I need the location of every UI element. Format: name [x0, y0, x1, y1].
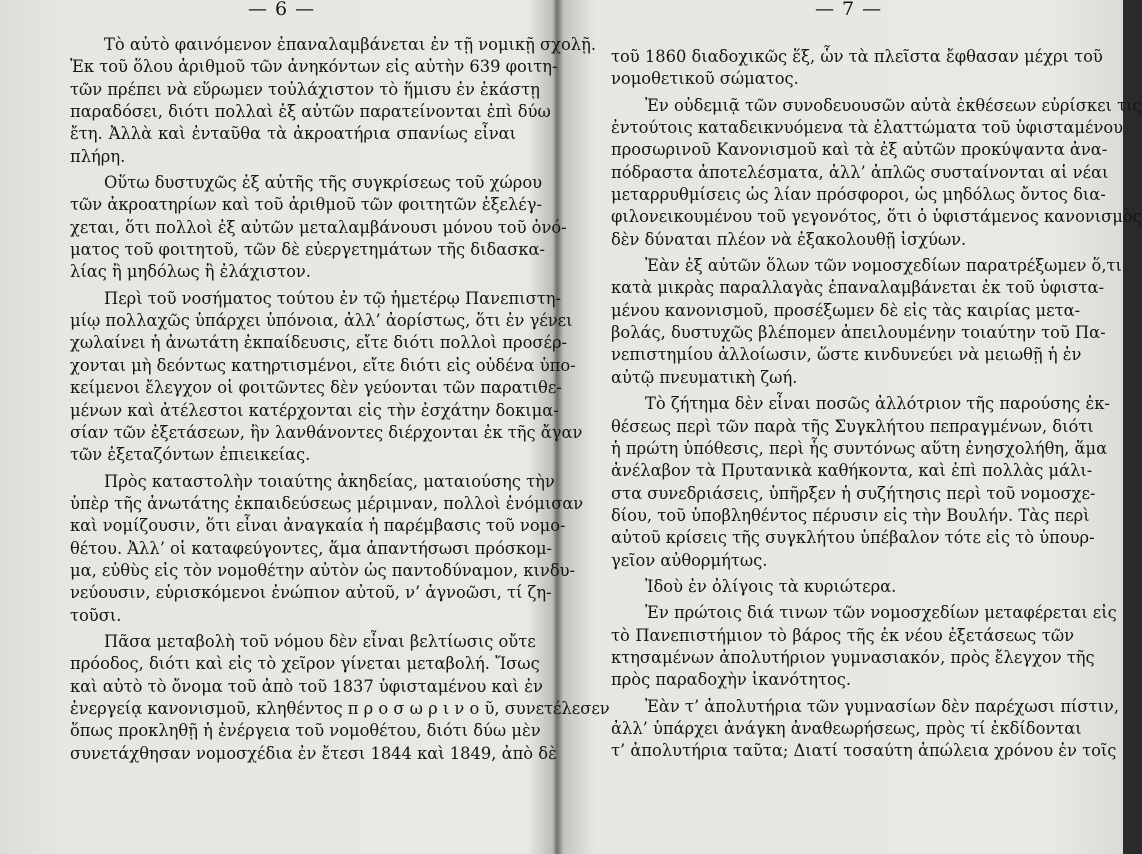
text-line: πόδραστα ἀποτελέσματα, ἀλλ’ ἁπλῶς συσταίνονται αἱ νέαι	[611, 162, 1109, 182]
text-line: Ἐὰν τ’ ἀπολυτήρια τῶν γυμνασίων δὲν παρέχωσι πίστιν,	[645, 696, 1120, 716]
text-line: μίῳ πολλαχῶς ὑπάρχει ὑπόνοια, ἀλλ’ ἀορίστως, ὅτι ἐν γένει	[70, 311, 573, 331]
text-line: νεπιστημίου ἀλλοίωσιν, ὥστε κινδυνεύει νὰ μειωθῇ ἡ ἐν	[611, 345, 1082, 365]
text-line: τῶν ἐξεταζόντων ἐπιεικείας.	[70, 445, 311, 465]
text-line: τῶν πρέπει νὰ εὕρωμεν τοὐλάχιστον τὸ ἥμισυ ἐν ἑκάστῃ	[70, 79, 540, 99]
page-text	[70, 34, 610, 765]
text-line: αὐτῷ πνευματικὴ ζωή.	[611, 367, 798, 387]
text-line: θέτου. Ἀλλ’ οἱ καταφεύγοντες, ἅμα ἀπαντήσωσι πρόσκομ-	[70, 538, 553, 558]
text-line: ἔτη. Ἀλλὰ καὶ ἐνταῦθα τὰ ἀκροατήρια σπανίως εἶναι	[70, 124, 516, 144]
text-line: παραδόσει, διότι πολλαὶ ἐξ αὐτῶν παρατείνονται ἐπὶ δύω	[70, 102, 551, 122]
text-line: Οὕτω δυστυχῶς ἐξ αὐτῆς τῆς συγκρίσεως τοῦ χώρου	[104, 173, 543, 193]
text-line: κατὰ μικρὰς παραλλαγὰς ἐπαναλαμβάνεται ἐκ τοῦ ὑφιστα-	[611, 278, 1105, 298]
text-line: Ἐν οὐδεμιᾷ τῶν συνοδευουσῶν αὐτὰ ἐκθέσεων εὑρίσκει τις	[645, 95, 1142, 115]
text-line: ματος τοῦ φοιτητοῦ, τῶν δὲ εὐεργετημάτων τῆς διδασκα-	[70, 240, 546, 260]
text-line: κτησαμένων ἀπολυτήριον γυμνασιακόν, πρὸς ἔλεγχον τῆς	[611, 647, 1095, 667]
text-line: πρὸς παραδοχὴν ἱκανότητος.	[611, 670, 852, 690]
text-line: ἀλλ’ ὑπάρχει ἀνάγκη ἀναθεωρήσεως, πρὸς τί ἐκδίδονται	[611, 718, 1082, 738]
text-line: χονται μὴ δεόντως κατηρτισμένοι, εἴτε διότι εἰς οὐδένα ὑπο-	[70, 355, 576, 375]
text-line: ἡ πρώτη ὑπόθεσις, περὶ ἧς συντόνως αὕτη ἐνησχολήθη, ἅμα	[611, 438, 1108, 458]
text-line: ἐντούτοις καταδεικνυόμενα τὰ ἐλαττώματα τοῦ ὑφισταμένου	[611, 118, 1124, 138]
text-line: θέσεως περὶ τῶν παρὰ τῆς Συγκλήτου πεπραγμένων, διότι	[611, 416, 1094, 436]
text-line: φιλονεικουμένου τοῦ γεγονότος, ὅτι ὁ ὑφιστάμενος κανονισμὸς	[611, 207, 1142, 227]
text-line: καὶ αὐτὸ τὸ ὄνομα τοῦ ἀπὸ τοῦ 1837 ὑφισταμένου καὶ ἐν	[70, 676, 543, 696]
text-line: Τὸ ζήτημα δὲν εἶναι ποσῶς ἀλλότριον τῆς παρούσης ἐκ-	[645, 394, 1110, 414]
text-line: μα, εὐθὺς εἰς τὸν νομοθέτην αὐτὸν ὡς παντοδύναμον, κινδυ-	[70, 560, 576, 580]
text-line: νεύουσιν, εὑρισκόμενοι ἐνώπιον αὐτοῦ, ν’ ἀγνοῶσι, τί ζη-	[70, 583, 552, 603]
text-line: ὅπως προκληθῇ ἡ ἐνέργεια τοῦ νομοθέτου, διότι δύω μὲν	[70, 721, 541, 741]
right-page	[553, 0, 1142, 854]
text-line: Ἐὰν ἐξ αὐτῶν ὅλων τῶν νομοσχεδίων παρατρέξωμεν ὅ,τι	[645, 256, 1122, 276]
text-line: καὶ νομίζουσιν, ὅτι εἶναι ἀναγκαία ἡ παρέμβασις τοῦ νομο-	[70, 516, 566, 536]
text-line: μένου κανονισμοῦ, προσέξωμεν δὲ εἰς τὰς καιρίας μετα-	[611, 300, 1081, 320]
text-line: νομοθετικοῦ σώματος.	[611, 69, 799, 89]
text-line: Τὸ αὐτὸ φαινόμενον ἐπαναλαμβάνεται ἐν τῇ νομικῇ σχολῇ.	[104, 35, 597, 54]
text-line: γεῖον αὐθορμήτως.	[611, 550, 768, 570]
page-number: — 7 —	[815, 0, 883, 20]
text-line: Πρὸς καταστολὴν τοιαύτης ἀκηδείας, ματαιούσης τὴν	[104, 471, 555, 491]
text-line: προσωρινοῦ Κανονισμοῦ καὶ τὰ ἐξ αὐτῶν προκύψαντα ἀνα-	[611, 140, 1108, 160]
text-line: μένων καὶ ἀτέλεστοι κατέρχονται εἰς τὴν ἐσχάτην δοκιμα-	[70, 400, 559, 420]
text-line: Πᾶσα μεταβολὴ τοῦ νόμου δὲν εἶναι βελτίωσις οὔτε	[104, 631, 536, 651]
text-line: βολάς, δυστυχῶς βλέπομεν ἀπειλουμένην τοιαύτην τοῦ Πα-	[611, 323, 1106, 343]
text-line: σίαν τῶν ἐξετάσεων, ἣν λανθάνοντες διέρχονται ἐκ τῆς ἄγαν	[70, 422, 583, 442]
text-line: ὑπὲρ τῆς ἀνωτάτης ἐκπαιδεύσεως μέριμναν, πολλοὶ ἐνόμισαν	[70, 493, 584, 513]
text-line: τῶν ἀκροατηρίων καὶ τοῦ ἀριθμοῦ τῶν φοιτητῶν ἐξελέγ-	[70, 195, 542, 215]
text-line: τ’ ἀπολυτήρια ταῦτα; Διατί τοσαύτη ἀπώλεια χρόνου ἐν τοῖς	[611, 741, 1117, 761]
text-line: αὐτοῦ κρίσεις τῆς συγκλήτου ὑπέβαλον τότε εἰς τὸ ὑπουρ-	[611, 528, 1095, 548]
text-line: Ἐκ τοῦ ὅλου ἀριθμοῦ τῶν ἀνηκόντων εἰς αὐτὴν 639 φοιτη-	[70, 57, 558, 77]
text-line: πρόοδος, διότι καὶ εἰς τὸ χεῖρον γίνεται μεταβολή. Ἴσως	[70, 654, 540, 674]
text-line: Περὶ τοῦ νοσήματος τούτου ἐν τῷ ἡμετέρῳ Πανεπιστη-	[104, 288, 561, 308]
text-line: τὸ Πανεπιστήμιον τὸ βάρος τῆς ἐκ νέου ἐξετάσεως τῶν	[611, 625, 1074, 645]
text-line: κείμενοι ἔλεγχον οἱ φοιτῶντες δὲν γεύονται τῶν παρατιθε-	[70, 378, 562, 398]
text-line: πλήρη.	[70, 146, 126, 166]
text-line: ἐνεργείᾳ κανονισμοῦ, κληθέντος π ρ ο σ ω ρ ι ν ο ῦ, συνετέλεσεν	[70, 698, 610, 718]
text-line: ἀνέλαβον τὰ Πρυτανικὰ καθήκοντα, καὶ ἐπὶ πολλὰς μάλι-	[611, 461, 1093, 481]
text-line: στα συνεδριάσεις, ὑπῆρξεν ἡ συζήτησις περὶ τοῦ νομοσχε-	[611, 483, 1096, 503]
text-line: συνετάχθησαν νομοσχέδια ἐν ἔτεσι 1844 καὶ 1849, ἀπὸ δὲ	[70, 743, 557, 763]
text-line: τοῦσι.	[70, 605, 122, 625]
text-line: τοῦ 1860 διαδοχικῶς ἕξ, ὧν τὰ πλεῖστα ἔφθασαν μέχρι τοῦ	[611, 47, 1103, 66]
text-line: χεται, ὅτι πολλοὶ ἐξ αὐτῶν μεταλαμβάνουσι μόνου τοῦ ὀνό-	[70, 217, 567, 237]
text-line: χωλαίνει ἡ ἀνωτάτη ἐκπαίδευσις, εἴτε διότι πολλοὶ προσέρ-	[70, 333, 568, 353]
text-line: δὲν δύναται πλέον νὰ ἐξακολουθῇ ἰσχύων.	[611, 229, 967, 249]
text-line: λίας ἢ μηδόλως ἢ ἐλάχιστον.	[70, 262, 311, 282]
page-text	[611, 46, 1142, 763]
text-line: Ἰδοὺ ἐν ὀλίγοις τὰ κυριώτερα.	[645, 576, 897, 596]
text-line: δίου, τοῦ ὑποβληθέντος πέρυσιν εἰς τὴν Βουλήν. Τὰς περὶ	[611, 505, 1090, 525]
text-line: μεταρρυθμίσεις ὡς λίαν πρόσφοροι, ὡς μηδόλως ὄντος δια-	[611, 185, 1106, 205]
text-line: Ἐν πρώτοις διά τινων τῶν νομοσχεδίων μεταφέρεται εἰς	[645, 603, 1117, 623]
page-number: — 6 —	[248, 0, 316, 20]
